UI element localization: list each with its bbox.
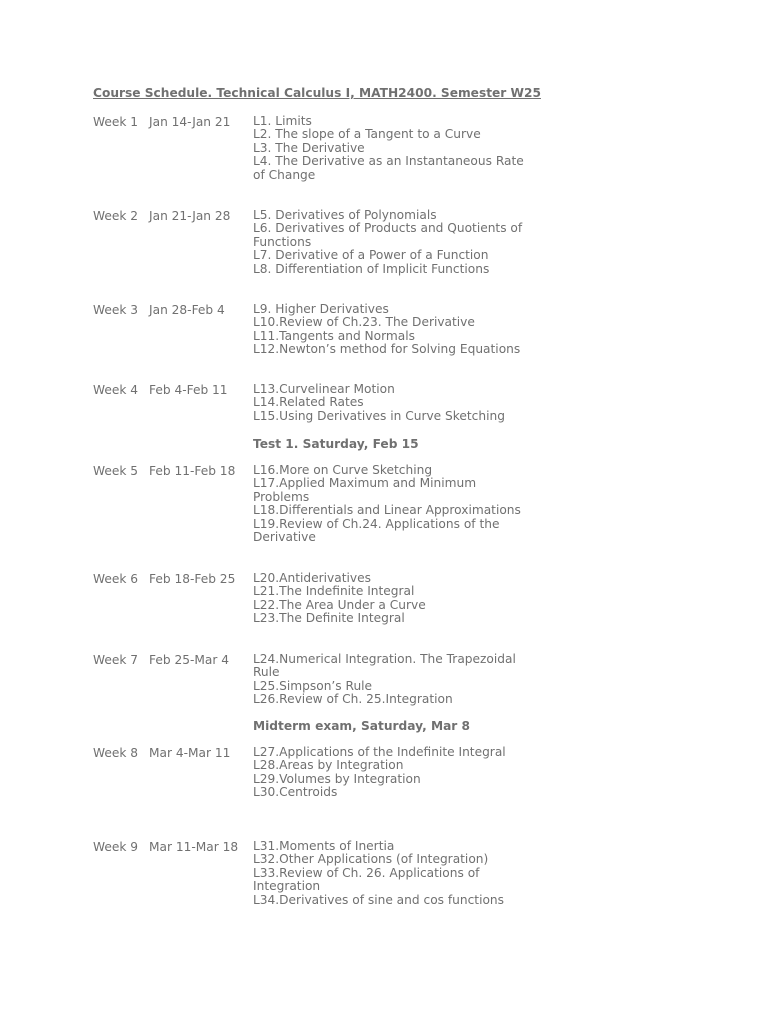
- lesson-item: L23.The Definite Integral: [253, 611, 405, 626]
- week-dates: Jan 21-Jan 28: [149, 209, 231, 223]
- lesson-item: L24.Numerical Integration. The Trapezoidal Rule: [253, 652, 516, 680]
- lesson-item: L11.Tangents and Normals: [253, 328, 415, 343]
- lesson-list: [253, 464, 533, 544]
- lesson-item: L28.Areas by Integration: [253, 758, 404, 773]
- page-title: Course Schedule. Technical Calculus I, MATH2400. Semester W25: [93, 86, 541, 100]
- lesson-item: L16.More on Curve Sketching: [253, 463, 433, 477]
- lesson-list: [253, 572, 533, 626]
- lesson-item: L1. Limits: [253, 114, 312, 128]
- week-dates: Feb 4-Feb 11: [149, 383, 228, 397]
- lesson-item: L29.Volumes by Integration: [253, 771, 421, 786]
- week-label: Week 9: [93, 840, 139, 854]
- lesson-item: L13.Curvelinear Motion: [253, 382, 395, 396]
- lesson-item: L7. Derivative of a Power of a Function: [253, 248, 489, 263]
- week-dates: Feb 18-Feb 25: [149, 572, 236, 586]
- lesson-item: L4. The Derivative as an Instantaneous Rate of Change: [253, 154, 524, 182]
- lesson-item: L27.Applications of the Indefinite Integral: [253, 745, 506, 759]
- lesson-list: [253, 383, 533, 423]
- week-label: Week 3: [93, 303, 139, 317]
- week-label: Week 6: [93, 572, 139, 586]
- lesson-item: L21.The Indefinite Integral: [253, 584, 415, 599]
- lesson-item: L14.Related Rates: [253, 395, 364, 410]
- lesson-item: L22.The Area Under a Curve: [253, 597, 426, 612]
- lesson-item: L26.Review of Ch. 25.Integration: [253, 692, 453, 707]
- lesson-item: L2. The slope of a Tangent to a Curve: [253, 127, 481, 142]
- lesson-item: L18.Differentials and Linear Approximations: [253, 503, 521, 518]
- lesson-item: L32.Other Applications (of Integration): [253, 852, 489, 867]
- week-label: Week 2: [93, 209, 139, 223]
- lesson-item: L30.Centroids: [253, 785, 338, 800]
- lesson-item: L25.Simpson’s Rule: [253, 678, 373, 693]
- lesson-list: [253, 115, 533, 182]
- lesson-item: L12.Newton’s method for Solving Equations: [253, 342, 521, 357]
- lesson-item: L19.Review of Ch.24. Applications of the Derivative: [253, 516, 500, 545]
- lesson-list: [253, 209, 533, 276]
- week-label: Week 8: [93, 746, 139, 760]
- week-dates: Jan 14-Jan 21: [149, 115, 231, 129]
- lesson-item: L17.Applied Maximum and Minimum Problems: [253, 476, 477, 504]
- lesson-item: L5. Derivatives of Polynomials: [253, 208, 437, 222]
- week-dates: Mar 11-Mar 18: [149, 840, 239, 854]
- week-label: Week 5: [93, 464, 139, 478]
- lesson-list: [253, 303, 533, 357]
- lesson-item: L15.Using Derivatives in Curve Sketching: [253, 408, 505, 423]
- lesson-list: [253, 746, 533, 800]
- week-label: Week 4: [93, 383, 139, 397]
- lesson-item: L10.Review of Ch.23. The Derivative: [253, 315, 475, 330]
- lesson-item: L8. Differentiation of Implicit Functions: [253, 261, 490, 276]
- lesson-list: [253, 840, 533, 907]
- lesson-item: L33.Review of Ch. 26. Applications of Integration: [253, 865, 480, 894]
- week-dates: Jan 28-Feb 4: [149, 303, 225, 317]
- lesson-item: L3. The Derivative: [253, 140, 365, 155]
- lesson-item: L34.Derivatives of sine and cos functions: [253, 892, 505, 907]
- lesson-item: L6. Derivatives of Products and Quotients of Functions: [253, 221, 523, 249]
- week-dates: Mar 4-Mar 11: [149, 746, 231, 760]
- week-dates: Feb 25-Mar 4: [149, 653, 229, 667]
- test-1-heading: Test 1. Saturday, Feb 15: [253, 437, 419, 451]
- lesson-item: L20.Antiderivatives: [253, 571, 371, 585]
- week-dates: Feb 11-Feb 18: [149, 464, 236, 478]
- lesson-item: L31.Moments of Inertia: [253, 839, 395, 853]
- week-label: Week 1: [93, 115, 139, 129]
- lesson-list: [253, 653, 533, 707]
- week-label: Week 7: [93, 653, 139, 667]
- lesson-item: L9. Higher Derivatives: [253, 302, 389, 316]
- midterm-heading: Midterm exam, Saturday, Mar 8: [253, 719, 471, 733]
